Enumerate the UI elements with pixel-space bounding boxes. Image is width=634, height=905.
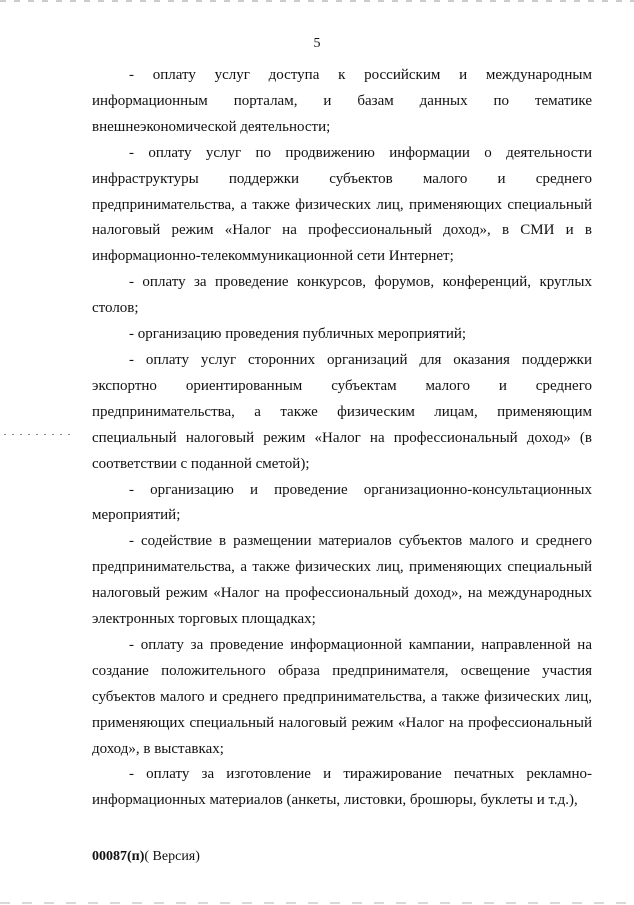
paragraph: - оплату за проведение конкурсов, форумов, конференций, круглых столов; <box>92 274 592 317</box>
scan-top-border <box>0 0 634 2</box>
paragraph: - оплату услуг по продвижению информации о деятельности инфраструктуры поддержки субъектов малого и среднего предпринимательства, а также физических лиц, применяющих специальный налоговый режим «Налог на профессиональный доход», в СМИ и в информационно-телекоммуникационной сети Интернет; <box>92 144 592 265</box>
footer-document-code: 00087(п) <box>92 849 145 864</box>
paragraph: - оплату за изготовление и тиражирование печатных рекламно-информационных материалов (анкеты, листовки, брошюры, буклеты и т.д.), <box>92 766 592 809</box>
paragraph: - оплату услуг сторонних организаций для оказания поддержки экспортно ориентированным субъектам малого и среднего предпринимательства, а также физическим лицам, применяющим специальный налоговый режим «Налог на профессиональный доход» (в соответствии с поданной сметой); <box>92 351 592 472</box>
scan-bottom-border <box>0 902 634 904</box>
footer <box>92 849 200 865</box>
scan-margin-dots <box>4 434 70 435</box>
paragraph: - оплату услуг доступа к российским и международным информационным порталам, и базам данных по тематике внешнеэкономической деятельности; <box>92 67 592 135</box>
page-number: 5 <box>313 36 321 51</box>
paragraph: - организацию и проведение организационно-консультационных мероприятий; <box>92 481 592 524</box>
paragraph: - содействие в размещении материалов субъектов малого и среднего предпринимательства, а также физических лиц, применяющих специальный налоговый режим «Налог на профессиональный доход», на международных электронных торговых площадках; <box>92 533 592 628</box>
paragraph: - организацию проведения публичных мероприятий; <box>129 326 467 343</box>
paragraph: - оплату за проведение информационной кампании, направленной на создание положительного образа предпринимателя, освещение участия субъектов малого и среднего предпринимательства, а также физических лиц, применяющих специальный налоговый режим «Налог на профессиональный доход», в выставках; <box>92 636 592 757</box>
footer-version: ( Версия) <box>144 849 200 864</box>
body-text <box>92 63 592 814</box>
